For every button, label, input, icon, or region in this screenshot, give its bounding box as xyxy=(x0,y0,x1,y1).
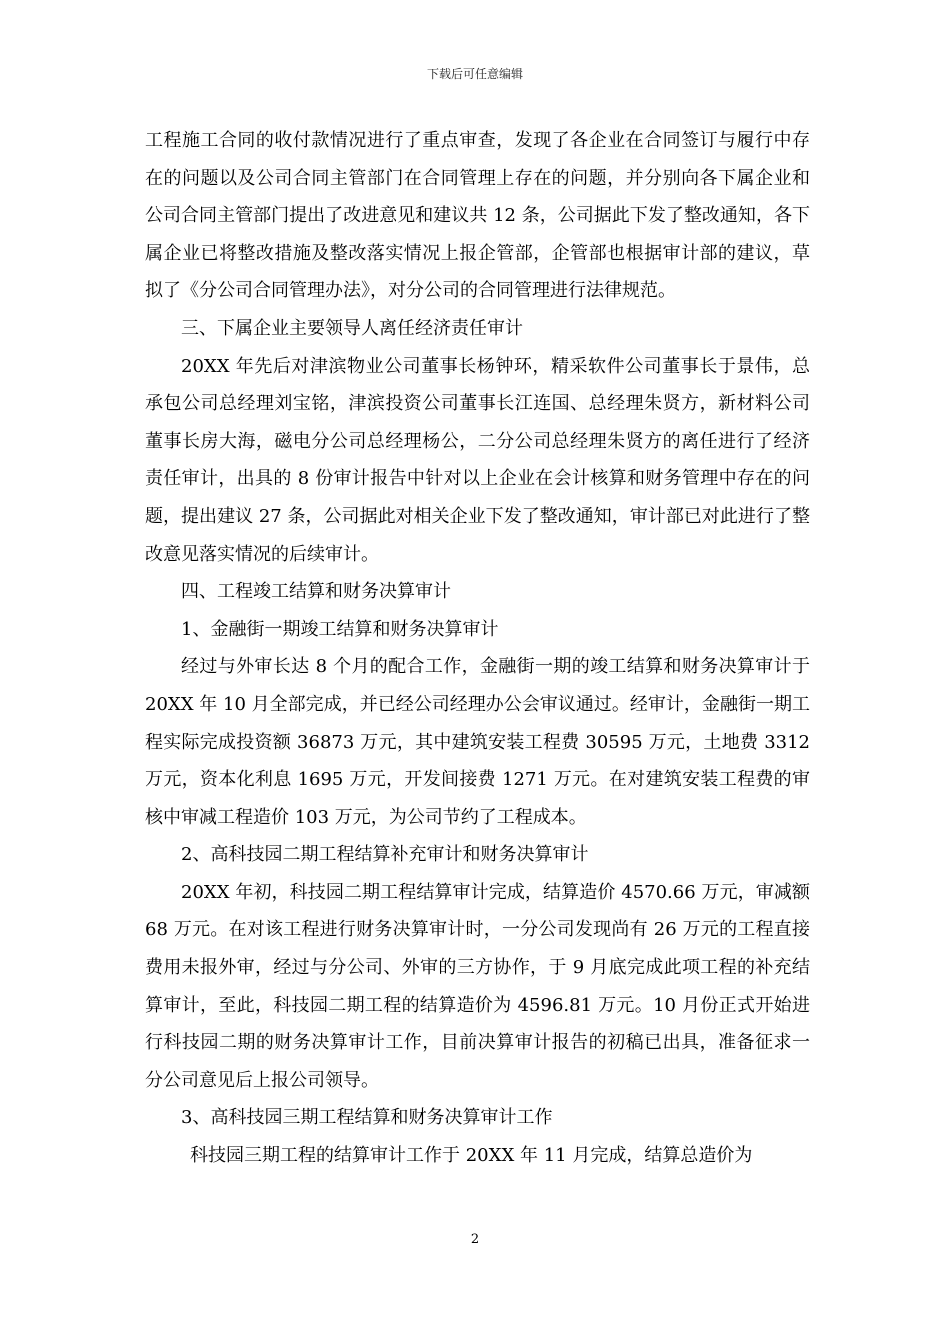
paragraph-departure-audit: 20XX 年先后对津滨物业公司董事长杨钟环，精采软件公司董事长于景伟，总承包公司总经理刘宝铭，津滨投资公司董事长江连国、总经理朱贤方，新材料公司董事长房大海，磁电分公司总经理杨公，二分公司总经理朱贤方的离任进行了经济责任审计，出具的 8 份审计报告中针对以上企业在会计核算和财务管理中存在的问题，提出建议 27 条，公司据此对相关企业下发了整改通知，审计部已对此进行了整改意见落实情况的后续审计。 xyxy=(145,355,810,565)
document-body xyxy=(145,122,810,1175)
page-header: 下载后可任意编辑 xyxy=(426,67,523,81)
paragraph-financial-street: 经过与外审长达 8 个月的配合工作，金融街一期的竣工结算和财务决算审计于 20XX 年 10 月全部完成，并已经公司经理办公会审议通过。经审计，金融街一期工程实际完成投资额 36873 万元，其中建筑安装工程费 30595 万元，土地费 3312 万元，资本化利息 1695 万元，开发间接费 1271 万元。在对建筑安装工程费的审核中审减工程造价 103 万元，为公司节约了工程成本。 xyxy=(145,656,810,828)
page-number: 2 xyxy=(470,1232,480,1247)
paragraph-tech-park-phase-2: 20XX 年初，科技园二期工程结算审计完成，结算造价 4570.66 万元，审减额 68 万元。在对该工程进行财务决算审计时，一分公司发现尚有 26 万元的工程直接费用未报外审，经过与分公司、外审的三方协作，于 9 月底完成此项工程的补充结算审计，至此，科技园二期工程的结算造价为 4596.81 万元。10 月份正式开始进行科技园二期的财务决算审计工作，目前决算审计报告的初稿已出具，准备征求一分公司意见后上报公司领导。 xyxy=(145,881,810,1091)
subheading-tech-park-phase-3: 3、高科技园三期工程结算和财务决算审计工作 xyxy=(181,1107,553,1129)
subheading-tech-park-phase-2: 2、高科技园二期工程结算补充审计和财务决算审计 xyxy=(181,844,589,866)
subheading-financial-street: 1、金融街一期竣工结算和财务决算审计 xyxy=(181,618,499,640)
paragraph-contract-review: 工程施工合同的收付款情况进行了重点审查，发现了各企业在合同签订与履行中存在的问题以及公司合同主管部门在合同管理上存在的问题，并分别向各下属企业和公司合同主管部门提出了改进意见和建议共 12 条，公司据此下发了整改通知，各下属企业已将整改措施及整改落实情况上报企管部，企管部也根据审计部的建议，草拟了《分公司合同管理办法》，对分公司的合同管理进行法律规范。 xyxy=(145,130,810,302)
paragraph-tech-park-phase-3: 科技园三期工程的结算审计工作于 20XX 年 11 月完成，结算总造价为 xyxy=(190,1145,753,1167)
section-heading-settlement-audit: 四、工程竣工结算和财务决算审计 xyxy=(181,581,451,603)
section-heading-departure-audit: 三、下属企业主要领导人离任经济责任审计 xyxy=(181,317,523,339)
